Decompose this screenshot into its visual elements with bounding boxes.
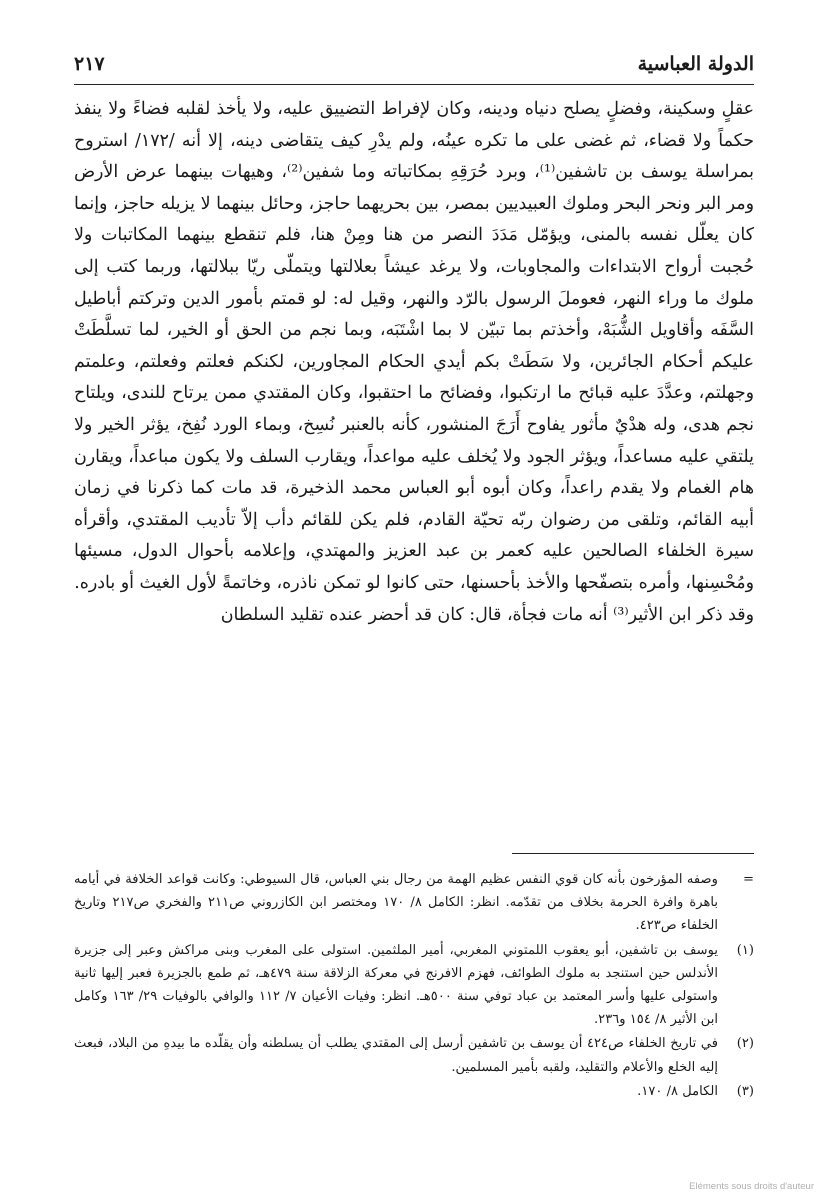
footnote — [74, 868, 754, 938]
footnotes — [74, 868, 754, 1104]
footnote-text: وصفه المؤرخون بأنه كان قوي النفس عظيم الهمة من رجال بني العباس، قال السيوطي: وكانت قواعد الخلافة في أيامه باهرة وافرة الحرمة بخلاف من تقدّمه. انظر: الكامل ٨/ ١٧٠ ومختصر ابن الكازروني ص٢١١ والفخري ص٢١٧ وتاريخ الخلفاء ص٤٢٣. — [74, 872, 718, 934]
footnote-marker: (٢) — [736, 1036, 754, 1052]
running-header — [74, 44, 754, 85]
footnote — [74, 1032, 754, 1078]
footnote-marker: (١) — [736, 942, 754, 958]
footnote — [74, 939, 754, 1032]
paragraph: وقد ذكر ابن الأثير⁽³⁾ أنه مات فجأة، قال: كان قد أحضر عنده تقليد السلطان — [220, 604, 754, 625]
page-number: ٢١٧ — [74, 53, 105, 75]
copyright-watermark: Eléments sous droits d'auteur — [689, 1181, 814, 1192]
paragraph: عقلٍ وسكينة، وفضلٍ يصلح دنياه ودينه، وكان لإفراط التضييق عليه، ولا يأخذ لقلبه فضاءً ولا ينفذ حكماً ولا قضاء، ثم غضى على ما تكره عينُه، ولم يدْرِ كيف يتقاضى دينه، إلا أنه /١٧٢/ استروح بمراسلة يوسف بن تاشفين⁽¹⁾، وبرد حُرَقِهِ بمكاتباته وما شفين⁽²⁾، وهيهات بينهما عرض الأرض ومر البر ونحر البحر وملوك العبيديين بمصر، بين بحريهما حاجز، وحائل بينهما لا يزيله حاجز، وإنما كان يعلّل نفسه بالمنى، ويؤمّل مَدَدَ النصر من هنا ومِنْ هنا، فلم تنقطع بينهما المكاتبات ولا حُجبت أرواح الابتداءات والمجاوبات، ولا يرغد عيشاً بعلالتها ويتملّى ريّا ببلالتها، وربما كتب إلى ملوك ما وراء النهر، فعوملَ الرسول بالرّد والنهر، وقيل له: لو قمتم بأمور الدين وتركتم أباطيل السَّفَه وأقاويل الشُّبَهْ، وأخذتم بما تبيّن لا بما اشْتَبَه، وبما نجم من الحق أو الخير، لما تسلَّطَتْ عليكم أحكام الجائرين، ولا سَطَتْ بكم أيدي الحكام المجاورين، لكنكم فعلتم وفعلتم، وعلمتم وجهلتم، وعدَّدَ عليه قبائح ما ارتكبوا، وفضائح ما احتقبوا، وكان المقتدي ممن يرتاح للندى، ويلتاح نجم هدى، وله هدْيٌ مأثور يفاوح أَرَجَ المنشور، كأنه بالعنبر نُسِخ، وبماء الورد نُفِخ، يؤثر الخير ولا يلتقي عليه مساعداً، ويؤثر الجود ولا يُخلف عليه مواعداً، ويقارب السلف ولا يكون مباعداً، ويقارن هام الغمام ولا يقدم راعداً، وكان أبوه أبو العباس محمد الذخيرة، قد مات كما ذكرنا في زمان أبيه القائم، وتلقى من رضوان ربّه تحيّة القادم، فلم يكن للقائم دأب إلاّ تأديب المقتدي، وأقرأه سيرة الخلفاء الصالحين عليه كعمر بن عبد العزيز والمهتدي، وإعلامه بأحوال الدول، مسيئها ومُحْسِنها، وأمره بتصفّحها والأخذ بأحسنها، حتى كانوا لو تمكن ناذره، وخاتمةً لأول الغيث أو بادره. — [74, 99, 754, 593]
footnote — [74, 1080, 754, 1103]
running-title: الدولة العباسية — [637, 53, 754, 75]
main-text — [74, 94, 754, 631]
footnote-text: الكامل ٨/ ١٧٠. — [637, 1083, 718, 1099]
footnote-marker: (٣) — [736, 1083, 754, 1099]
footnote-separator — [512, 853, 754, 854]
footnote-text: في تاريخ الخلفاء ص٤٢٤ أن يوسف بن تاشفين أرسل إلى المقتدي يطلب أن يسلطنه وأن يقلّده ما بيدهِ من البلاد، فبعث إليه الخلع والأعلام والتقليد، ولقبه بأمير المسلمين. — [74, 1036, 718, 1075]
footnote-marker: = — [743, 872, 754, 887]
footnote-text: يوسف بن تاشفين، أبو يعقوب اللمتوني المغربي، أمير الملثمين. استولى على المغرب وبنى مراكش وعبر إلى جزيرة الأندلس حين استنجد به ملوك الطوائف، فهزم الافرنج في معركة الزلاقة سنة ٤٧٩هـ، ثم طمع بالجزيرة فعبر إليها ثانية واستولى عليها وأسر المعتمد بن عباد توفي سنة ٥٠٠هـ. انظر: وفيات الأعيان ٧/ ١١٢ والوافي بالوفيات ٢٩/ ١٦٣ وكامل ابن الأثير ٨/ ١٥٤ و٢٣٦. — [74, 942, 718, 1028]
